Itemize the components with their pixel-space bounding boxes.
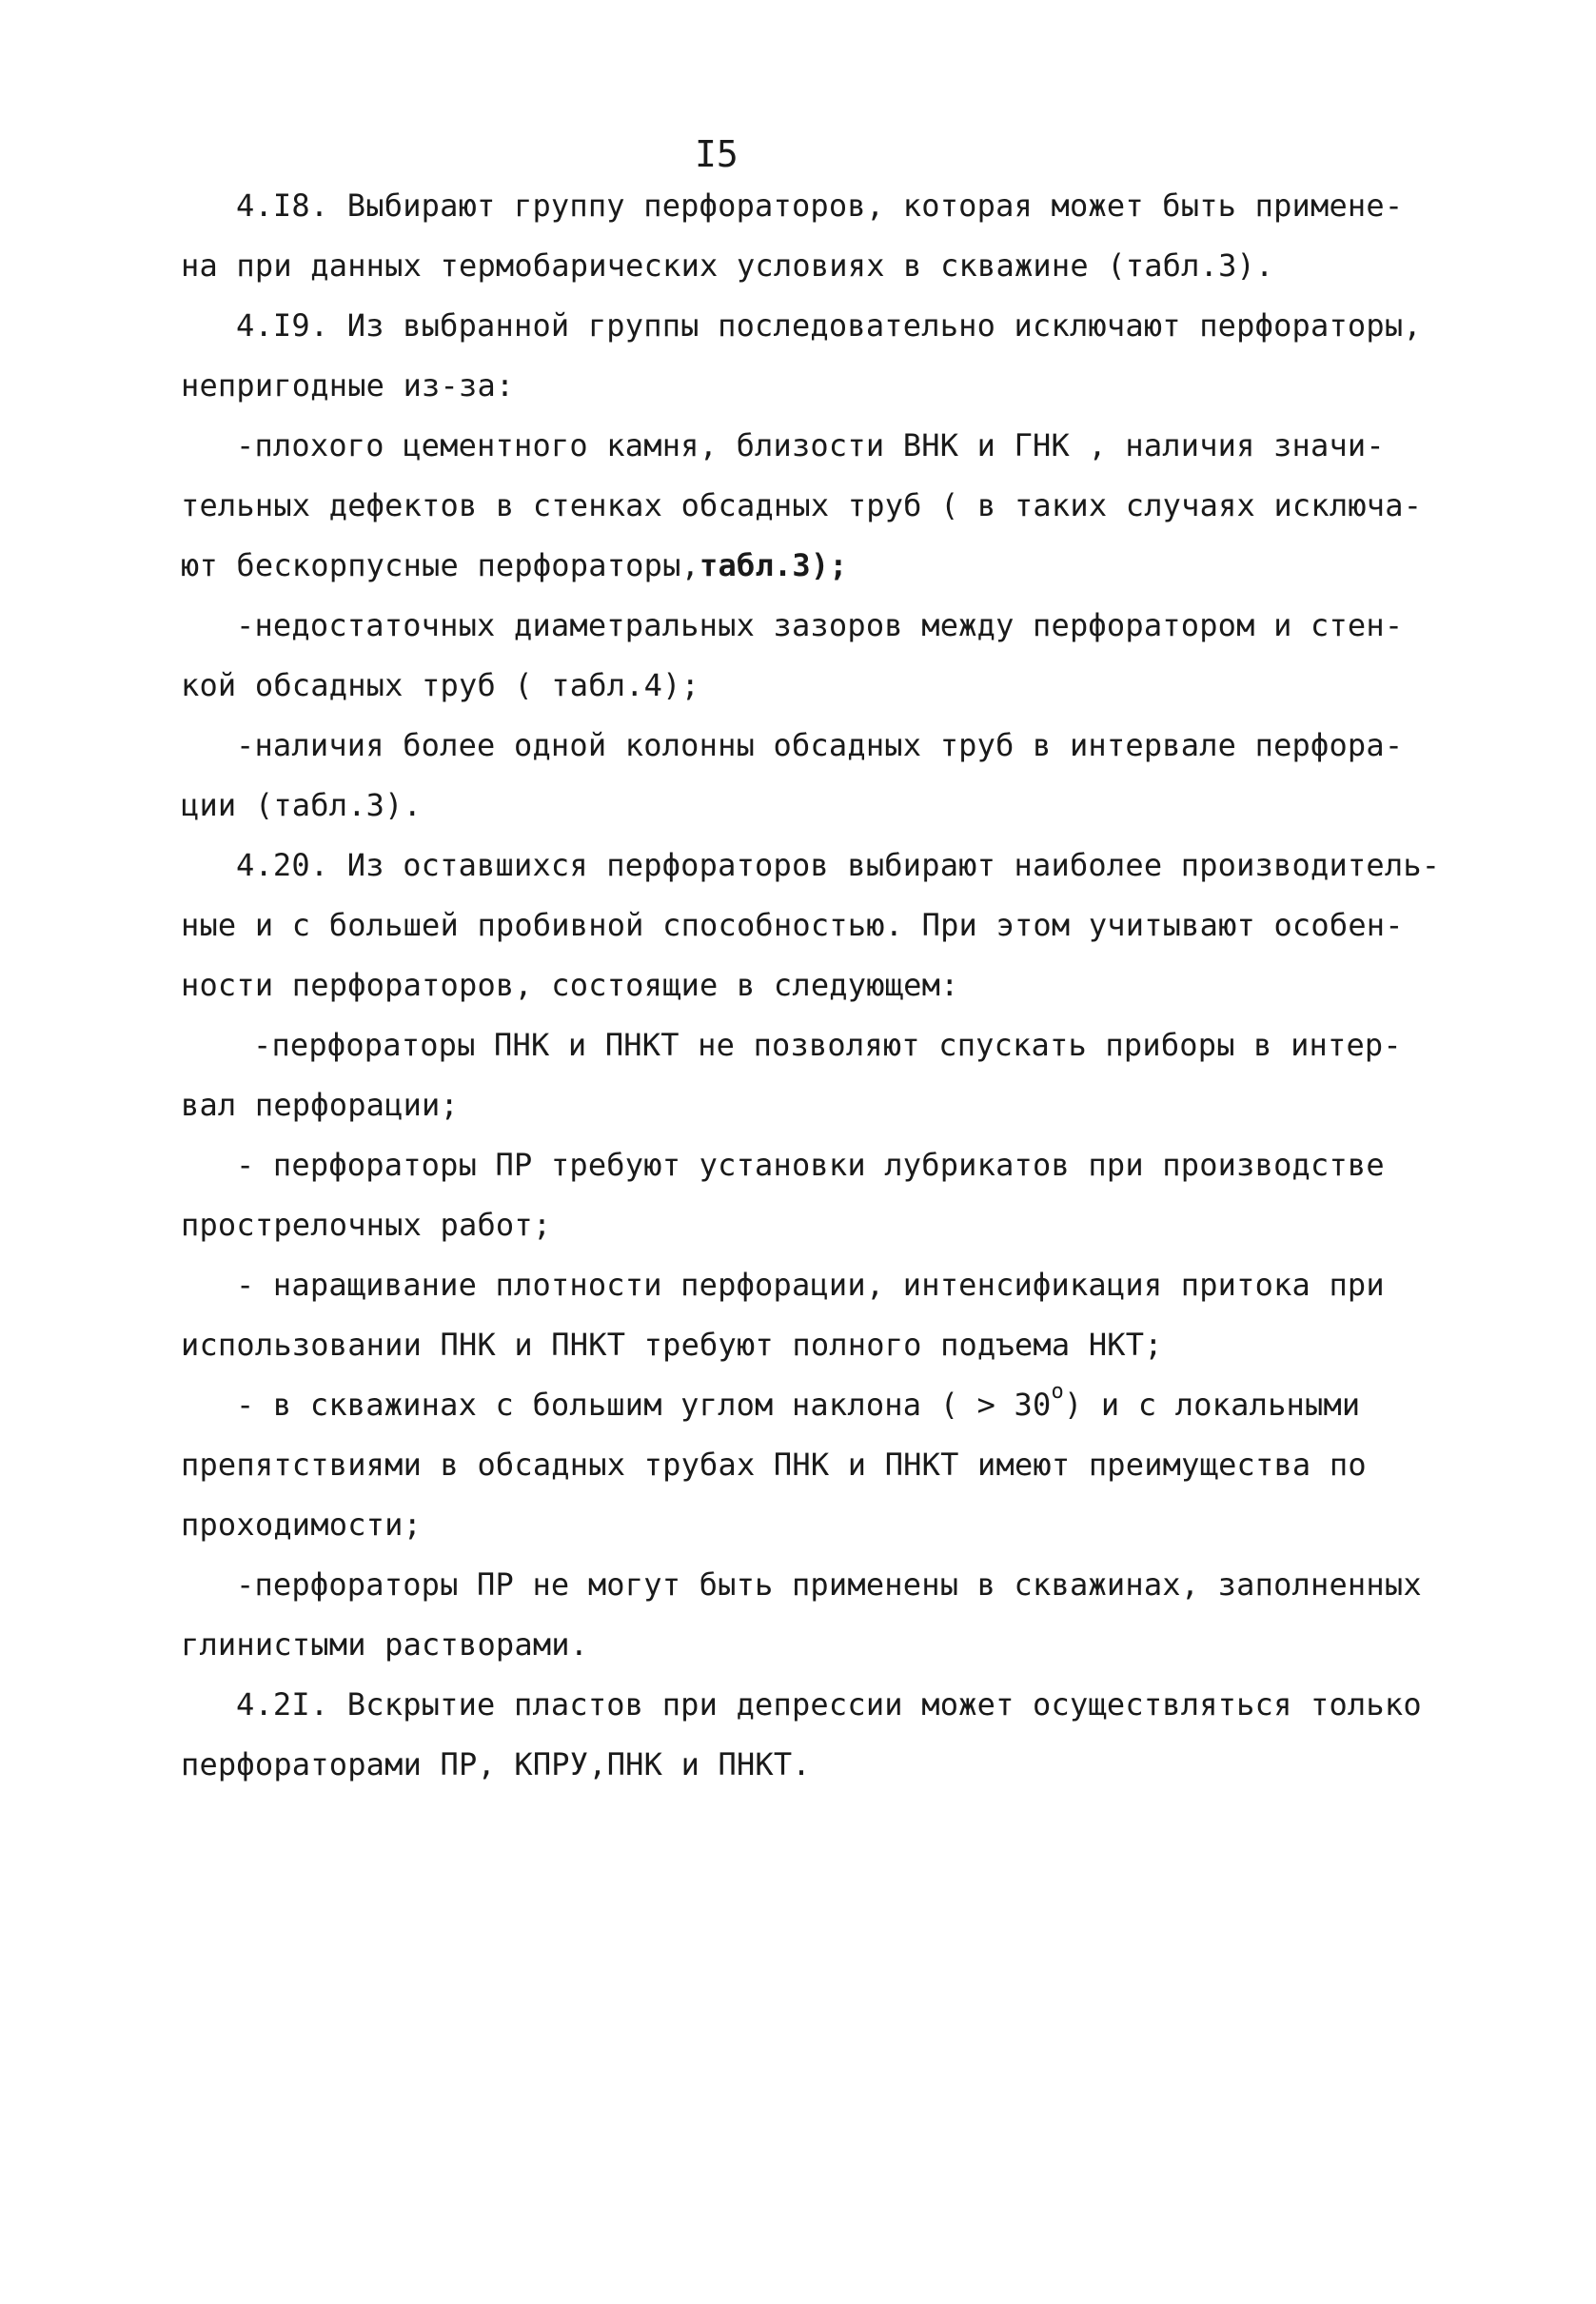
table-reference-bold: табл.3);	[699, 547, 848, 583]
list-item-pnk-line-1: -перфораторы ПНК и ПНКТ не позволяют спускать приборы в интер-	[253, 1027, 1402, 1063]
paragraph-4-21-line-2: перфораторами ПР, КПРУ,ПНК и ПНКТ.	[181, 1746, 811, 1782]
list-item-cement-line-3	[181, 536, 1447, 596]
list-item-clearance-line-1: -недостаточных диаметральных зазоров между перфоратором и стен-	[236, 607, 1404, 643]
list-item-cement-line-1: -плохого цементного камня, близости ВНК и ГНК , наличия значи-	[236, 427, 1385, 463]
paragraph-4-20-line-3: ности перфораторов, состоящие в следующем:	[181, 967, 959, 1003]
list-item-inclined-line-2: препятствиями в обсадных трубах ПНК и ПНКТ имеют преимущества по	[181, 1447, 1367, 1483]
list-item-density-line-1: - наращивание плотности перфорации, интенсификация притока при	[236, 1267, 1385, 1303]
list-item-columns-line-1: -наличия более одной колонны обсадных труб в интервале перфора-	[236, 727, 1404, 763]
paragraph-4-20-line-1: 4.20. Из оставшихся перфораторов выбирают наиболее производитель-	[236, 847, 1441, 883]
degree-superscript: o	[1051, 1380, 1064, 1404]
list-item-columns-line-2: ции (табл.3).	[181, 787, 423, 823]
list-item-clay-line-2: глинистыми растворами.	[181, 1626, 589, 1663]
list-item-pnk-line-2: вал перфорации;	[181, 1087, 459, 1123]
paragraph-4-21-line-1: 4.2I. Вскрытие пластов при депрессии может осуществляться только	[236, 1686, 1422, 1723]
paragraph-4-19-line-2: непригодные из-за:	[181, 367, 515, 404]
paragraph-4-20-line-2: ные и с большей пробивной способностью. При этом учитывают особен-	[181, 907, 1404, 943]
list-item-clay-line-1: -перфораторы ПР не могут быть применены в скважинах, заполненных	[236, 1566, 1422, 1603]
list-item-density-line-2: использовании ПНК и ПНКТ требуют полного подъема НКТ;	[181, 1327, 1163, 1363]
paragraph-4-19-line-1: 4.I9. Из выбранной группы последовательно исключают перфораторы,	[236, 307, 1422, 344]
list-item-inclined-line-1	[181, 1375, 1447, 1435]
list-item-pr-line-1: - перфораторы ПР требуют установки лубрикатов при производстве	[236, 1147, 1385, 1183]
list-item-inclined-line-3: проходимости;	[181, 1506, 423, 1543]
paragraph-4-18-line-1: 4.I8. Выбирают группу перфораторов, которая может быть примене-	[236, 187, 1404, 224]
list-item-cement-line-3-text: ют бескорпусные перфораторы,	[181, 547, 700, 583]
list-item-cement-line-2: тельных дефектов в стенках обсадных труб ( в таких случаях исключа-	[181, 487, 1423, 523]
list-item-pr-line-2: прострелочных работ;	[181, 1207, 552, 1243]
list-item-clearance-line-2: кой обсадных труб ( табл.4);	[181, 667, 700, 703]
body-text	[181, 176, 1447, 1795]
paragraph-4-18-line-2: на при данных термобарических условиях в скважине (табл.3).	[181, 247, 1274, 284]
list-item-inclined-line-1-tail: ) и с локальными	[1063, 1387, 1361, 1423]
page-number: I5	[695, 133, 739, 175]
list-item-inclined-line-1-text: - в скважинах с большим углом наклона ( > 30	[236, 1387, 1052, 1423]
